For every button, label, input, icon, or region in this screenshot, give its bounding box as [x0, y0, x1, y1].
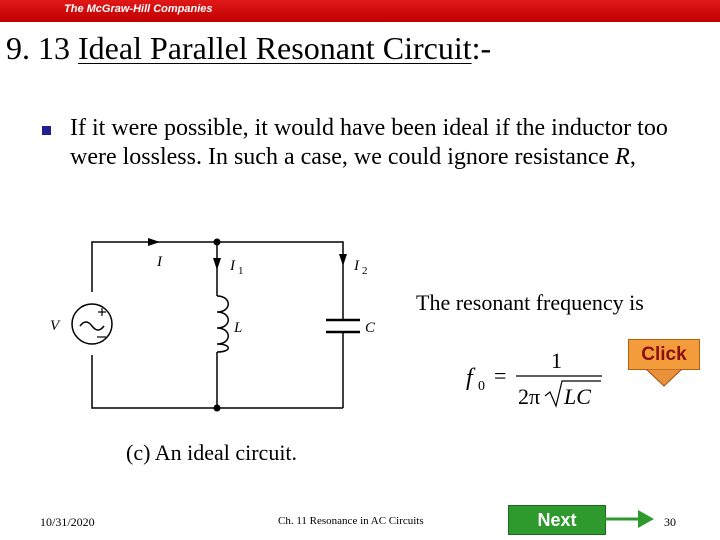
down-arrow-icon — [646, 369, 682, 387]
next-arrow-icon[interactable] — [604, 508, 654, 530]
click-button-label: Click — [628, 339, 700, 370]
footer-date: 10/31/2020 — [40, 515, 95, 529]
current-label-i1-sub: 1 — [238, 265, 244, 277]
resonant-frequency-formula — [466, 348, 602, 409]
figure-caption: (c) An ideal circuit. — [126, 440, 298, 465]
footer-chapter: Ch. 11 Resonance in AC Circuits — [278, 515, 424, 527]
banner-text: The McGraw-Hill Companies — [64, 3, 213, 15]
title-main: Ideal Parallel Resonant Circuit — [78, 30, 472, 66]
title-number: 9. 13 — [6, 30, 78, 66]
current-label-i1: I — [230, 258, 235, 274]
current-label-i: I — [157, 254, 162, 270]
current-label-i2-sub: 2 — [362, 265, 368, 277]
current-arrow-icon — [148, 238, 160, 246]
formula-denominator: 2π — [518, 384, 541, 409]
formula-numerator: 1 — [551, 348, 562, 373]
voltage-label: V — [50, 318, 60, 334]
capacitor-label: C — [365, 320, 376, 336]
resistance-var: R — [615, 144, 630, 170]
click-button[interactable] — [628, 339, 716, 389]
next-button[interactable]: Next — [508, 505, 606, 535]
resonant-frequency-text: The resonant frequency is — [416, 290, 644, 315]
formula-radicand: LC — [564, 384, 591, 409]
current-arrow-icon — [213, 258, 221, 270]
title-suffix: :- — [471, 30, 492, 66]
current-arrow-icon — [339, 254, 347, 266]
page-number: 30 — [664, 515, 676, 529]
formula-sub: 0 — [478, 379, 485, 394]
formula-f: f — [466, 365, 473, 391]
inductor-label: L — [234, 320, 243, 336]
bullet-text: If it were possible, it would have been ideal if the inductor too were lossless. In such a case, we could ignore resistance R, — [70, 115, 668, 170]
current-label-i2: I — [354, 258, 359, 274]
formula-eq: = — [494, 363, 507, 388]
